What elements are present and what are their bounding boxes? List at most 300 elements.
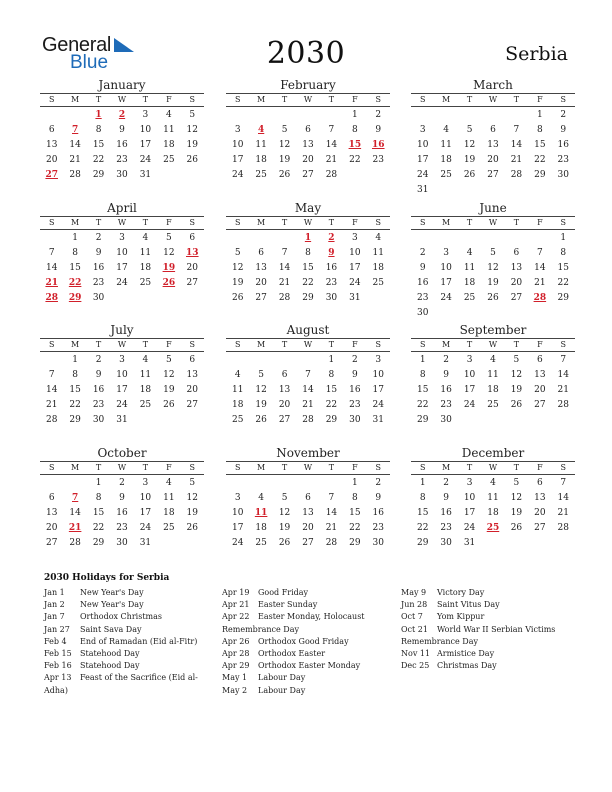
calendar-day: 8	[72, 370, 78, 380]
weekday-header	[411, 217, 575, 229]
holiday-name: Saint Vitus Day	[437, 600, 500, 610]
calendar-day: 29	[69, 415, 81, 425]
holiday-name: World War II Serbian Victims	[437, 624, 556, 634]
holiday-item	[222, 660, 402, 672]
calendar-day: 1	[72, 355, 78, 365]
empty-day	[40, 476, 63, 491]
holiday-item	[222, 636, 402, 648]
weekday-label: S	[48, 463, 55, 472]
holiday-item	[222, 685, 402, 697]
calendar-day: 21	[325, 155, 338, 165]
empty-day	[226, 353, 249, 368]
weekday-label: W	[303, 218, 313, 227]
holiday-day: 7	[72, 493, 79, 503]
holiday-day: 27	[45, 170, 58, 180]
holiday-date: Oct 7	[401, 612, 423, 622]
calendar-day: 20	[45, 523, 58, 533]
calendar-day: 28	[557, 523, 569, 533]
calendar-day: 22	[534, 155, 546, 165]
calendar-day: 6	[305, 125, 311, 135]
holiday-name: Good Friday	[258, 588, 309, 597]
calendar-day: 25	[255, 538, 267, 548]
weekday-label: T	[466, 95, 473, 104]
calendar-day: 9	[560, 125, 567, 135]
calendar-day: 18	[440, 155, 452, 165]
weekday-label: S	[419, 463, 426, 472]
empty-day	[63, 108, 86, 123]
calendar-day: 15	[416, 385, 429, 395]
month-name: March	[473, 78, 513, 92]
month-october	[40, 446, 204, 551]
calendar-day: 21	[557, 508, 569, 518]
empty-day	[320, 108, 343, 123]
days-grid	[226, 475, 390, 551]
holiday-name: End of Ramadan (Eid al-Fitr)	[80, 636, 198, 646]
calendar-day: 18	[163, 508, 175, 518]
calendar-day: 4	[165, 478, 172, 488]
holiday-item	[222, 648, 402, 660]
calendar-day: 13	[186, 370, 198, 380]
calendar-day: 25	[163, 155, 175, 165]
empty-day	[528, 231, 551, 246]
holiday-day: 15	[348, 140, 362, 150]
month-august	[226, 323, 390, 428]
calendar-day: 29	[92, 538, 105, 548]
calendar-day: 22	[416, 400, 429, 410]
weekday-label: T	[513, 340, 520, 349]
empty-day	[226, 108, 249, 123]
calendar-day: 21	[557, 385, 569, 395]
holiday-item	[401, 611, 581, 623]
calendar-day: 20	[302, 155, 314, 165]
calendar-day: 12	[255, 385, 267, 395]
calendar-day: 19	[278, 523, 291, 533]
weekday-label: T	[142, 218, 149, 227]
calendar-day: 26	[278, 170, 291, 180]
calendar-day: 29	[557, 293, 569, 303]
calendar-day: 11	[487, 370, 499, 380]
calendar-day: 6	[189, 233, 196, 243]
holiday-date: Apr 26	[222, 636, 250, 646]
calendar-day: 12	[163, 248, 175, 258]
calendar-day: 13	[534, 493, 546, 503]
holiday-day: 9	[328, 248, 335, 258]
weekday-header	[226, 94, 390, 106]
calendar-day: 4	[234, 370, 241, 380]
holiday-day: 29	[68, 293, 82, 303]
calendar-day: 19	[186, 508, 198, 518]
holiday-date: Oct 21	[401, 624, 428, 634]
calendar-day: 11	[163, 493, 175, 503]
calendar-day: 26	[463, 170, 476, 180]
calendar-day: 22	[69, 400, 81, 410]
calendar-day: 20	[487, 155, 499, 165]
calendar-day: 8	[305, 248, 311, 258]
calendar-day: 9	[95, 248, 102, 258]
empty-day	[40, 231, 63, 246]
calendar-day: 10	[139, 125, 152, 135]
empty-day	[273, 353, 296, 368]
weekday-label: S	[234, 95, 241, 104]
calendar-day: 8	[328, 370, 335, 380]
weekday-label: T	[142, 340, 149, 349]
calendar-day: 29	[534, 170, 546, 180]
calendar-day: 25	[163, 523, 175, 533]
weekday-label: W	[488, 95, 498, 104]
weekday-label: T	[328, 95, 335, 104]
holiday-day: 25	[486, 523, 500, 533]
days-grid	[411, 352, 575, 428]
weekday-label: W	[488, 340, 498, 349]
calendar-day: 17	[139, 508, 152, 518]
days-grid	[40, 352, 204, 428]
calendar-day: 7	[560, 478, 567, 488]
calendar-day: 24	[139, 523, 152, 533]
holiday-day: 11	[254, 508, 268, 518]
calendar-day: 30	[557, 170, 569, 180]
weekday-label: M	[257, 95, 266, 104]
calendar-day: 13	[534, 370, 546, 380]
holiday-name: Victory Day	[437, 588, 485, 597]
calendar-day: 14	[534, 263, 546, 273]
weekday-label: W	[488, 218, 498, 227]
weekday-label: T	[513, 218, 520, 227]
holiday-day: 1	[95, 110, 102, 120]
calendar-day: 12	[510, 493, 523, 503]
calendar-day: 25	[463, 293, 476, 303]
calendar-day: 3	[234, 125, 241, 135]
calendar-day: 8	[560, 248, 567, 258]
calendar-day: 18	[487, 508, 499, 518]
holiday-item	[222, 587, 402, 599]
calendar-day: 21	[69, 155, 81, 165]
holiday-date: Jan 1	[44, 588, 65, 597]
calendar-day: 10	[231, 508, 244, 518]
empty-day	[273, 476, 296, 491]
calendar-day: 9	[351, 370, 358, 380]
weekday-label: S	[419, 340, 426, 349]
holiday-date: Apr 29	[222, 661, 250, 671]
weekday-label: T	[466, 218, 473, 227]
calendar-day: 17	[463, 385, 476, 395]
holiday-day: 21	[45, 278, 58, 288]
calendar-day: 19	[278, 155, 291, 165]
calendar-day: 27	[534, 400, 546, 410]
weekday-label: F	[166, 463, 172, 472]
calendar-day: 14	[557, 493, 569, 503]
weekday-header	[411, 462, 575, 474]
calendar-day: 8	[72, 248, 78, 258]
calendar-day: 2	[375, 110, 382, 120]
calendar-day: 7	[328, 125, 335, 135]
empty-day	[434, 231, 457, 246]
calendar-day: 4	[466, 248, 473, 258]
calendar-day: 29	[416, 538, 429, 548]
calendar-day: 30	[116, 170, 128, 180]
calendar-day: 27	[255, 293, 267, 303]
calendar-day: 22	[325, 400, 338, 410]
calendar-day: 8	[95, 493, 102, 503]
calendar-day: 31	[416, 185, 429, 195]
calendar-day: 26	[255, 415, 267, 425]
holiday-date: Feb 16	[44, 661, 72, 671]
month-november	[226, 446, 390, 551]
calendar-day: 12	[186, 493, 198, 503]
holiday-date: Apr 21	[222, 600, 250, 610]
holiday-date: May 2	[222, 685, 248, 695]
holiday-name: New Year's Day	[80, 588, 144, 597]
weekday-label: F	[352, 95, 358, 104]
month-september	[411, 323, 575, 428]
calendar-day: 11	[463, 263, 476, 273]
weekday-label: S	[560, 463, 567, 472]
calendar-day: 10	[416, 140, 429, 150]
calendar-day: 3	[234, 493, 241, 503]
holiday-day: 7	[72, 125, 79, 135]
calendar-day: 23	[325, 278, 338, 288]
calendar-day: 9	[95, 370, 102, 380]
calendar-day: 25	[440, 170, 452, 180]
calendar-day: 26	[186, 523, 198, 533]
month-june	[411, 201, 575, 321]
logo-general-text: General	[42, 34, 112, 56]
weekday-label: F	[537, 340, 543, 349]
month-name: October	[97, 446, 147, 460]
month-name: April	[107, 201, 137, 215]
weekday-label: W	[117, 218, 127, 227]
calendar-day: 27	[278, 415, 291, 425]
calendar-day: 5	[165, 355, 172, 365]
calendar-day: 17	[231, 523, 244, 533]
calendar-day: 3	[119, 233, 125, 243]
calendar-day: 22	[349, 523, 361, 533]
calendar-year: 2030	[266, 36, 346, 71]
calendar-day: 12	[510, 370, 523, 380]
calendar-day: 30	[116, 538, 128, 548]
weekday-label: M	[257, 463, 266, 472]
calendar-day: 16	[440, 385, 452, 395]
empty-day	[226, 476, 249, 491]
holiday-date: May 1	[222, 673, 248, 683]
calendar-day: 9	[119, 493, 125, 503]
calendar-day: 10	[463, 493, 476, 503]
calendar-day: 17	[231, 155, 244, 165]
calendar-day: 22	[557, 278, 569, 288]
calendar-day: 10	[372, 370, 384, 380]
holiday-name: Orthodox Easter Monday	[258, 661, 361, 671]
calendar-day: 8	[351, 125, 358, 135]
calendar-day: 14	[557, 370, 569, 380]
empty-day	[505, 108, 528, 123]
calendar-day: 31	[463, 538, 476, 548]
calendar-day: 28	[510, 170, 523, 180]
holidays-column	[44, 587, 224, 697]
calendar-day: 16	[92, 385, 105, 395]
weekday-label: F	[166, 95, 172, 104]
calendar-day: 21	[534, 278, 546, 288]
calendar-day: 19	[231, 278, 244, 288]
empty-day	[411, 108, 434, 123]
calendar-day: 6	[48, 493, 55, 503]
calendar-day: 15	[349, 508, 361, 518]
weekday-label: M	[71, 463, 80, 472]
calendar-day: 17	[116, 385, 128, 395]
holiday-day: 21	[68, 523, 82, 533]
calendar-day: 12	[186, 125, 198, 135]
calendar-day: 6	[536, 355, 543, 365]
calendar-day: 9	[375, 493, 382, 503]
calendar-day: 4	[258, 493, 264, 503]
calendar-day: 15	[92, 508, 105, 518]
weekday-label: W	[303, 340, 313, 349]
calendar-day: 1	[560, 233, 567, 243]
calendar-day: 8	[419, 493, 426, 503]
holiday-day: 2	[328, 233, 335, 243]
calendar-day: 5	[189, 110, 196, 120]
empty-day	[296, 108, 319, 123]
calendar-day: 10	[463, 370, 476, 380]
weekday-label: F	[166, 218, 172, 227]
calendar-day: 11	[139, 248, 152, 258]
calendar-day: 28	[325, 170, 338, 180]
weekday-label: S	[419, 218, 426, 227]
empty-day	[63, 476, 86, 491]
holidays-column	[222, 587, 402, 697]
weekday-label: F	[352, 340, 358, 349]
calendar-day: 19	[487, 278, 499, 288]
holiday-date: Jun 28	[401, 600, 428, 610]
calendar-day: 22	[92, 155, 105, 165]
calendar-day: 31	[116, 415, 128, 425]
calendar-day: 28	[45, 415, 58, 425]
calendar-day: 30	[440, 415, 452, 425]
holiday-date: Feb 15	[44, 649, 72, 659]
calendar-day: 10	[139, 493, 152, 503]
empty-day	[249, 108, 272, 123]
weekday-label: S	[234, 218, 241, 227]
calendar-day: 6	[258, 248, 264, 258]
weekday-label: F	[537, 218, 543, 227]
calendar-day: 27	[186, 400, 198, 410]
calendar-day: 12	[487, 263, 499, 273]
calendar-day: 8	[536, 125, 543, 135]
calendar-day: 12	[278, 508, 291, 518]
calendar-day: 2	[443, 355, 449, 365]
weekday-label: S	[189, 218, 196, 227]
calendar-day: 22	[92, 523, 105, 533]
calendar-day: 6	[513, 248, 520, 258]
calendar-day: 10	[116, 248, 128, 258]
calendar-day: 11	[487, 493, 499, 503]
calendar-day: 29	[302, 293, 314, 303]
month-march	[411, 78, 575, 198]
calendar-day: 14	[45, 263, 58, 273]
calendar-day: 17	[116, 263, 128, 273]
calendar-day: 18	[139, 263, 152, 273]
month-january	[40, 78, 204, 183]
calendar-day: 18	[463, 278, 476, 288]
days-grid	[226, 107, 390, 183]
weekday-label: M	[257, 340, 266, 349]
empty-day	[458, 231, 481, 246]
empty-day	[481, 108, 504, 123]
weekday-label: S	[375, 340, 382, 349]
weekday-label: S	[234, 340, 241, 349]
calendar-day: 20	[45, 155, 58, 165]
calendar-day: 5	[189, 478, 196, 488]
holiday-date: Apr 19	[222, 588, 250, 597]
calendar-day: 18	[163, 140, 175, 150]
calendar-day: 10	[116, 370, 128, 380]
weekday-label: M	[71, 340, 80, 349]
weekday-label: S	[375, 95, 382, 104]
holiday-date: Nov 11	[401, 649, 431, 659]
weekday-label: T	[95, 340, 102, 349]
weekday-header	[40, 462, 204, 474]
holiday-date: Apr 13	[44, 673, 72, 683]
calendar-day: 28	[325, 538, 338, 548]
calendar-day: 24	[231, 170, 244, 180]
month-name: February	[280, 78, 336, 92]
holiday-day: 1	[304, 233, 312, 243]
calendar-day: 24	[139, 155, 152, 165]
holiday-name: Yom Kippur	[437, 612, 485, 622]
empty-day	[249, 231, 272, 246]
calendar-day: 5	[513, 478, 520, 488]
calendar-day: 23	[349, 400, 361, 410]
weekday-label: W	[117, 463, 127, 472]
calendar-day: 2	[95, 233, 102, 243]
weekday-label: S	[234, 463, 241, 472]
holiday-name: Orthodox Christmas	[80, 612, 162, 622]
month-february	[226, 78, 390, 183]
calendar-day: 25	[231, 415, 244, 425]
holiday-name: Saint Sava Day	[80, 624, 142, 634]
calendar-day: 27	[45, 538, 58, 548]
calendar-day: 4	[142, 355, 149, 365]
calendar-day: 3	[466, 355, 473, 365]
weekday-label: T	[95, 218, 102, 227]
holiday-name: Orthodox Good Friday	[258, 636, 349, 646]
calendar-day: 21	[278, 278, 291, 288]
weekday-label: M	[257, 218, 266, 227]
calendar-day: 25	[255, 170, 267, 180]
weekday-label: S	[375, 218, 382, 227]
calendar-day: 11	[255, 140, 267, 150]
month-july	[40, 323, 204, 428]
weekday-label: S	[560, 218, 567, 227]
calendar-day: 23	[416, 293, 429, 303]
weekday-label: S	[375, 463, 382, 472]
calendar-day: 23	[116, 523, 128, 533]
month-name: November	[276, 446, 340, 460]
holiday-date: Jan 7	[44, 612, 65, 622]
calendar-day: 16	[92, 263, 105, 273]
empty-day	[481, 231, 504, 246]
calendar-day: 18	[255, 155, 267, 165]
calendar-day: 7	[328, 493, 335, 503]
month-name: September	[459, 323, 527, 337]
calendar-day: 25	[372, 278, 384, 288]
weekday-label: T	[142, 463, 149, 472]
calendar-day: 9	[443, 493, 449, 503]
weekday-label: S	[48, 95, 55, 104]
days-grid	[411, 475, 575, 551]
weekday-label: F	[537, 463, 543, 472]
weekday-label: W	[303, 95, 313, 104]
calendar-day: 19	[186, 140, 198, 150]
empty-day	[249, 353, 272, 368]
